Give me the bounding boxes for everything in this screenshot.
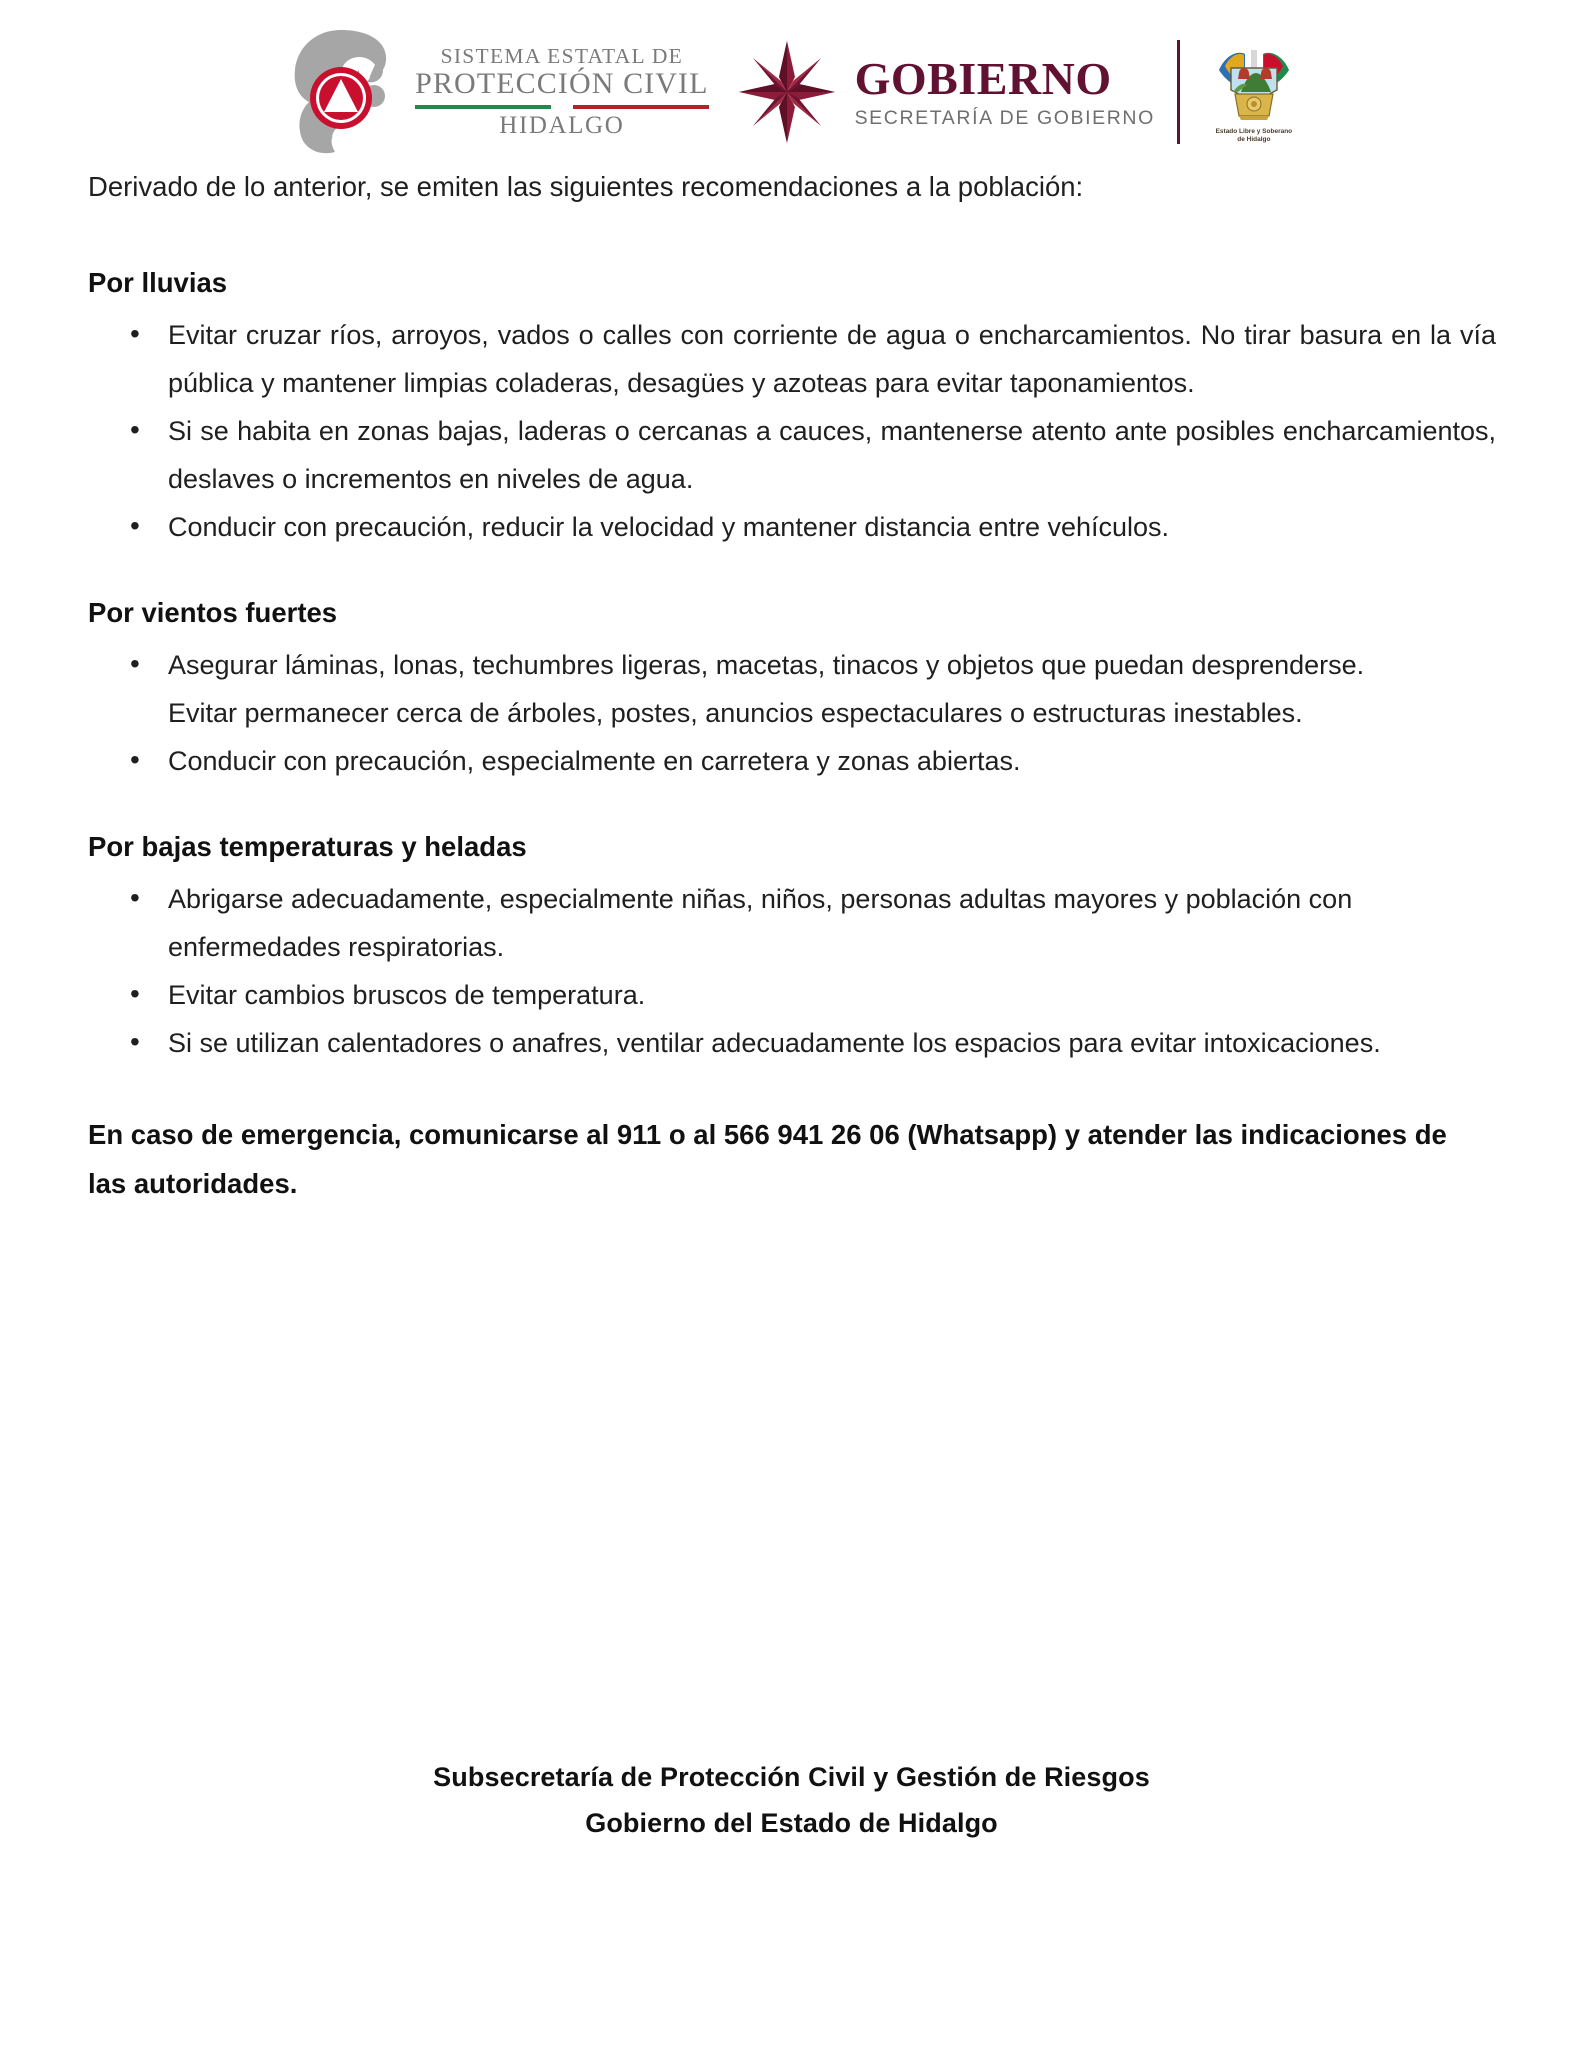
list-item: • Conducir con precaución, especialmente en carretera y zonas abiertas. xyxy=(88,737,1496,785)
proteccion-civil-wordmark xyxy=(415,43,709,139)
gobierno-wordmark xyxy=(854,52,1155,129)
list-item: • Evitar cruzar ríos, arroyos, vados o calles con corriente de agua o encharcamientos. No tirar basura en la vía pública y mantener limpias coladeras, desagües y azoteas para evitar taponamientos. xyxy=(88,311,1496,407)
hidalgo-coat-of-arms xyxy=(1206,40,1302,144)
bullet-list-bajas-temperaturas xyxy=(88,875,1496,1067)
header-divider xyxy=(1177,40,1180,144)
hidalgo-shield-icon xyxy=(1211,40,1297,126)
signature-line-2: Gobierno del Estado de Hidalgo xyxy=(585,1807,998,1838)
mexican-flag-rule xyxy=(415,105,708,109)
document-body xyxy=(88,168,1496,1209)
bullet-list-vientos xyxy=(88,641,1496,785)
list-item: • Abrigarse adecuadamente, especialmente niñas, niños, personas adultas mayores y población con enfermedades respiratorias. xyxy=(88,875,1496,971)
list-item-continuation: Evitar permanecer cerca de árboles, postes, anuncios espectaculares o estructuras inestables. xyxy=(168,697,1303,728)
intro-paragraph: Derivado de lo anterior, se emiten las siguientes recomendaciones a la población: xyxy=(88,171,1084,202)
section-title-bajas-temperaturas: Por bajas temperaturas y heladas xyxy=(88,831,527,862)
list-item: • Si se habita en zonas bajas, laderas o cercanas a cauces, mantenerse atento ante posibles encharcamientos, deslaves o incrementos en niveles de agua. xyxy=(88,407,1496,503)
shield-caption-line2: de Hidalgo xyxy=(1237,136,1271,143)
list-item: • Si se utilizan calentadores o anafres, ventilar adecuadamente los espacios para evitar intoxicaciones. xyxy=(88,1019,1496,1067)
proteccion-civil-logo xyxy=(281,26,708,158)
section-por-lluvias xyxy=(88,265,1496,551)
section-por-bajas-temperaturas xyxy=(88,829,1496,1067)
section-title-vientos: Por vientos fuertes xyxy=(88,597,338,629)
list-item: • Asegurar láminas, lonas, techumbres ligeras, macetas, tinacos y objetos que puedan desprenderse. xyxy=(88,641,1496,689)
section-title-lluvias: Por lluvias xyxy=(88,267,228,299)
signature-block xyxy=(0,1755,1583,1847)
shield-caption xyxy=(1216,128,1293,144)
gobierno-star-icon xyxy=(735,37,839,147)
gobierno-logo xyxy=(735,37,1155,147)
list-item: • Evitar cambios bruscos de temperatura. xyxy=(88,971,1496,1019)
pc-line-hidalgo: HIDALGO xyxy=(499,111,625,139)
gobierno-title: GOBIERNO xyxy=(854,52,1112,104)
pc-line-proteccion-civil: PROTECCIÓN CIVIL xyxy=(415,66,709,100)
pc-line-sistema-estatal: SISTEMA ESTATAL DE xyxy=(440,43,684,68)
signature-line-1: Subsecretaría de Protección Civil y Gestión de Riesgos xyxy=(433,1762,1150,1792)
emergency-note: En caso de emergencia, comunicarse al 911 o al 566 941 26 06 (Whatsapp) y atender las indicaciones de las autoridades. xyxy=(88,1118,1447,1199)
gobierno-subtitle: SECRETARÍA DE GOBIERNO xyxy=(854,106,1155,129)
list-item: • Conducir con precaución, reducir la velocidad y mantener distancia entre vehículos. xyxy=(88,503,1496,551)
document-header xyxy=(0,22,1583,162)
proteccion-civil-emblem-icon xyxy=(281,26,401,158)
bullet-list-lluvias xyxy=(88,311,1496,551)
section-por-vientos-fuertes xyxy=(88,595,1496,785)
shield-caption-line1: Estado Libre y Soberano xyxy=(1215,127,1293,135)
